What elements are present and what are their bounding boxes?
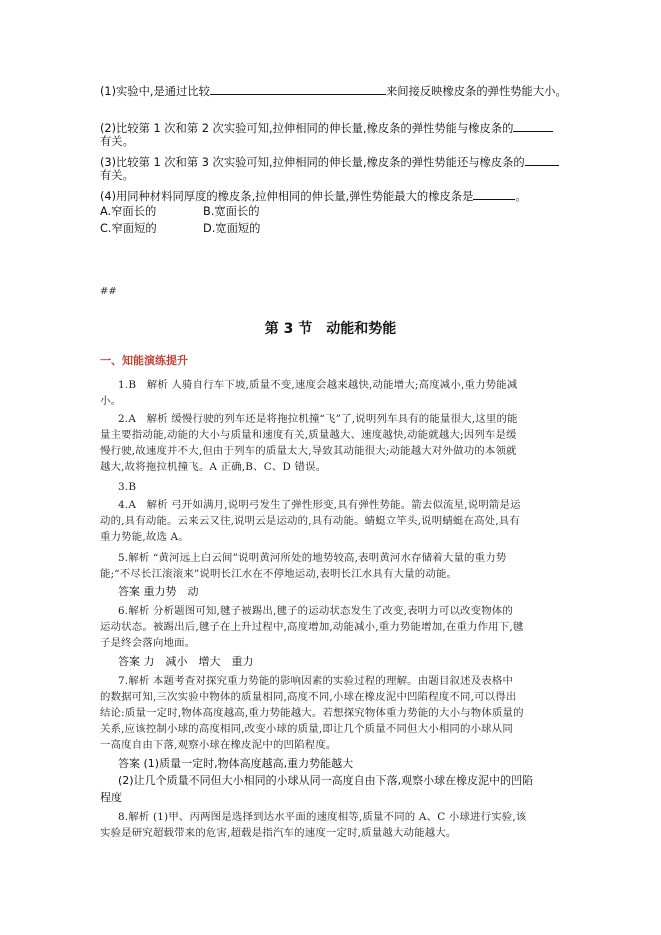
answer-blank — [473, 188, 515, 200]
section-heading: 一、知能演练提升 — [100, 354, 188, 367]
answer-6-line: 子是终会落向地面。 — [100, 637, 196, 649]
answer-1-line: 小。 — [100, 395, 122, 407]
question-2-line2: 有关。 — [100, 135, 134, 148]
answer-6-result: 答案 力 减小 增大 重力 — [118, 655, 254, 668]
question-2-text: (2)比较第 1 次和第 2 次实验可知,拉伸相同的伸长量,橡皮条的弹性势能与橡皮条的 — [100, 122, 514, 135]
answer-5-line: 能;“不尽长江滚滚来”说明长江水在不停地运动,表明长江水具有大量的动能。 — [100, 568, 458, 580]
answer-7-line: 结论:质量一定时,物体高度越高,重力势能越大。若想探究物体重力势能的大小与物体质量的 — [100, 707, 524, 719]
answer-2-line: 2.A 解析 缓慢行驶的列车还是将拖拉机撞“飞”了,说明列车具有的能量很大,这里的能 — [118, 413, 518, 425]
answer-5-line: 5.解析 “黄河远上白云间”说明黄河所处的地势较高,表明黄河水存储着大量的重力势 — [118, 552, 507, 564]
answer-4-line: 4.A 解析 弓开如满月,说明弓发生了弹性形变,具有弹性势能。箭去似流星,说明箭是运 — [118, 499, 521, 511]
question-1-tail: 来间接反映橡皮条的弹性势能大小。 — [385, 85, 567, 98]
answer-2-line: 慢行驶,故速度并不大,但由于列车的质量太大,导致其动能很大;动能越大对外做功的本领就 — [100, 445, 517, 457]
answer-1-line: 1.B 解析 人骑自行车下坡,质量不变,速度会越来越快,动能增大;高度减小,重力势能减 — [118, 379, 518, 391]
option-c: C.窄面短的 — [100, 222, 157, 235]
option-b: B.宽面长的 — [203, 205, 260, 218]
question-2 — [100, 120, 553, 136]
answer-2-line: 越大,故将拖拉机撞飞。A 正确,B、C、D 错误。 — [100, 461, 327, 473]
question-3-text: (3)比较第 1 次和第 3 次实验可知,拉伸相同的伸长量,橡皮条的弹性势能还与橡皮条的 — [100, 156, 525, 169]
answer-5-result: 答案 重力势 动 — [118, 585, 199, 598]
page-marker: ## — [100, 286, 117, 297]
question-4-end: 。 — [515, 190, 527, 203]
answer-7-result: 答案 (1)质量一定时,物体高度越高,重力势能越大 — [118, 757, 354, 770]
answer-7-line: 关系,应该控制小球的高度相同,改变小球的质量,即让几个质量不同但大小相同的小球从同 — [100, 723, 513, 735]
answer-6-line: 6.解析 分析题图可知,毽子被踢出,毽子的运动状态发生了改变,表明力可以改变物体的 — [118, 605, 513, 617]
option-a: A.窄面长的 — [100, 205, 157, 218]
answer-blank — [513, 120, 553, 132]
answer-7-result: (2)让几个质量不同但大小相同的小球从同一高度自由下落,观察小球在橡皮泥中的凹陷 — [118, 774, 534, 787]
answer-8-line: 实验是研究超载带来的危害,超载是指汽车的速度一定时,质量越大动能越大。 — [100, 827, 457, 839]
answer-6-line: 运动状态。被踢出后,毽子在上升过程中,高度增加,动能减小,重力势能增加,在重力作用下,毽 — [100, 621, 524, 633]
answer-4-line: 动的,具有动能。云来云又往,说明云是运动的,具有动能。蜻蜓立竿头,说明蜻蜓在高处,具有 — [100, 515, 520, 527]
page-title: 第 3 节 动能和势能 — [264, 321, 397, 337]
question-3-line2: 有关。 — [100, 169, 134, 182]
answer-2-line: 量主要指动能,动能的大小与质量和速度有关,质量越大、速度越快,动能就越大;因列车是缓 — [100, 429, 517, 441]
question-4-text: (4)用同种材料同厚度的橡皮条,拉伸相同的伸长量,弹性势能最大的橡皮条是 — [100, 190, 474, 203]
question-1-text: (1)实验中,是通过比较 — [100, 85, 210, 98]
answer-blank — [210, 83, 386, 95]
answer-3: 3.B — [118, 481, 137, 493]
question-1 — [100, 83, 567, 99]
answer-7-line: 一高度自由下落,观察小球在橡皮泥中的凹陷程度。 — [100, 739, 337, 751]
option-d: D.宽面短的 — [203, 222, 261, 235]
answer-7-line: 7.解析 本题考查对探究重力势能的影响因素的实验过程的理解。由题目叙述及表格中 — [118, 675, 514, 687]
question-3 — [100, 154, 559, 170]
answer-8-line: 8.解析 (1)甲、丙两图是选择到达水平面的速度相等,质量不同的 A、C 小球进行实验,该 — [118, 811, 527, 823]
question-4 — [100, 188, 527, 204]
answer-7-result: 程度 — [100, 791, 122, 804]
answer-4-line: 重力势能,故选 A。 — [100, 531, 189, 543]
answer-blank — [525, 154, 559, 166]
answer-7-line: 的数据可知,三次实验中物体的质量相同,高度不同,小球在橡皮泥中凹陷程度不同,可以得出 — [100, 691, 517, 703]
